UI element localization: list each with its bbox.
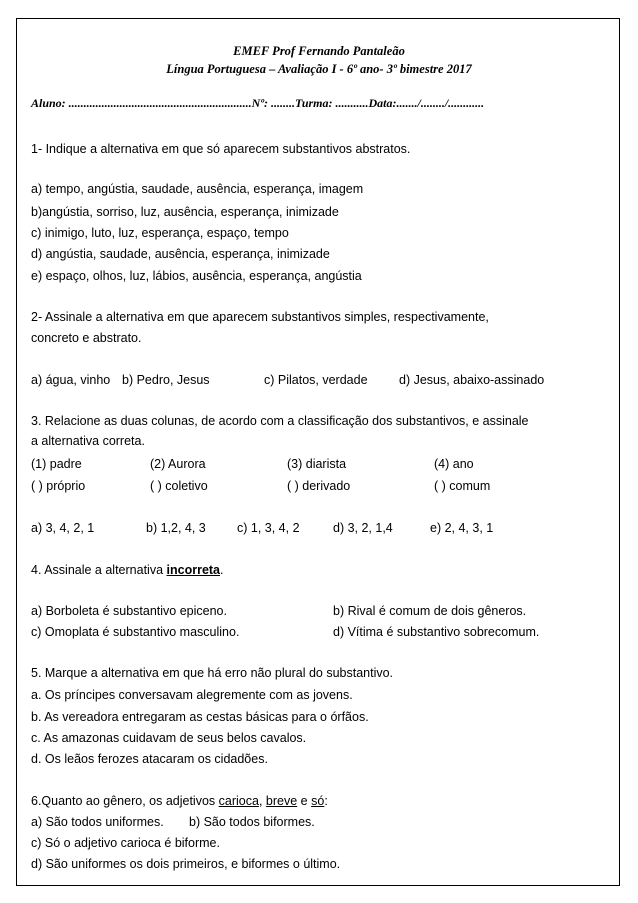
q3-stem-line1: 3. Relacione as duas colunas, de acordo com a classificação dos substantivos, e assinale [31, 414, 529, 428]
q4-stem [31, 563, 611, 577]
q3-col2-item: ( ) próprio [31, 479, 86, 493]
q6-sep: e [300, 794, 308, 808]
q3-col1-item: (4) ano [434, 457, 474, 471]
student-info-line: Aluno: .............................................................Nº: ........Turma: ...........Data:......./......../............ [31, 96, 485, 110]
q3-col2-item: ( ) coletivo [150, 479, 208, 493]
q6-option-a: a) São todos uniformes. [31, 815, 164, 829]
q6-stem-end: : [324, 794, 328, 808]
q3-stem-line2: a alternativa correta. [31, 434, 145, 448]
q6-word-carioca: carioca [218, 794, 259, 808]
q4-option-d: d) Vítima é substantivo sobrecomum. [333, 625, 540, 639]
q1-option-c: c) inimigo, luto, luz, esperança, espaço, tempo [31, 226, 289, 240]
q3-col2-item: ( ) derivado [287, 479, 351, 493]
school-title: EMEF Prof Fernando Pantaleão [233, 44, 405, 58]
q4-emphasis: incorreta [166, 563, 221, 577]
q6-stem [31, 794, 611, 808]
q4-stem-text: 4. Assinale a alternativa [31, 563, 164, 577]
q6-word-so: só [311, 794, 325, 808]
q1-option-e: e) espaço, olhos, luz, lábios, ausência, esperança, angústia [31, 269, 362, 283]
q4-option-b: b) Rival é comum de dois gêneros. [333, 604, 527, 618]
exam-subtitle: Língua Portuguesa – Avaliação I - 6º ano- 3º bimestre 2017 [166, 62, 472, 76]
q2-option-b: b) Pedro, Jesus [122, 373, 210, 387]
q1-option-a: a) tempo, angústia, saudade, ausência, esperança, imagem [31, 182, 364, 196]
q2-option-c: c) Pilatos, verdade [264, 373, 368, 387]
q5-option-b: b. As vereadora entregaram as cestas básicas para o órfãos. [31, 710, 369, 724]
q1-option-b: b)angústia, sorriso, luz, ausência, esperança, inimizade [31, 205, 339, 219]
q5-stem: 5. Marque a alternativa em que há erro não plural do substantivo. [31, 666, 394, 680]
q4-option-a: a) Borboleta é substantivo epiceno. [31, 604, 227, 618]
q6-word-breve: breve [265, 794, 298, 808]
q6-stem-text: 6.Quanto ao gênero, os adjetivos [31, 794, 216, 808]
q3-col1-item: (1) padre [31, 457, 82, 471]
q3-col1-item: (2) Aurora [150, 457, 206, 471]
q1-option-d: d) angústia, saudade, ausência, esperança, inimizade [31, 247, 330, 261]
q5-option-d: d. Os leãos ferozes atacaram os cidadões. [31, 752, 268, 766]
q1-stem: 1- Indique a alternativa em que só aparecem substantivos abstratos. [31, 142, 411, 156]
q6-option-c: c) Só o adjetivo carioca é biforme. [31, 836, 220, 850]
q2-stem-line1: 2- Assinale a alternativa em que aparecem substantivos simples, respectivamente, [31, 310, 489, 324]
q4-option-c: c) Omoplata é substantivo masculino. [31, 625, 240, 639]
q3-option-a: a) 3, 4, 2, 1 [31, 521, 95, 535]
q2-option-d: d) Jesus, abaixo-assinado [399, 373, 545, 387]
q6-sep: , [258, 794, 263, 808]
q3-option-e: e) 2, 4, 3, 1 [430, 521, 494, 535]
q5-option-a: a. Os príncipes conversavam alegremente com as jovens. [31, 688, 353, 702]
q5-option-c: c. As amazonas cuidavam de seus belos cavalos. [31, 731, 307, 745]
q2-stem-line2: concreto e abstrato. [31, 331, 142, 345]
q4-stem-end: . [220, 563, 224, 577]
q6-option-d: d) São uniformes os dois primeiros, e biformes o último. [31, 857, 341, 871]
q3-option-b: b) 1,2, 4, 3 [146, 521, 206, 535]
q3-col2-item: ( ) comum [434, 479, 491, 493]
q6-option-b: b) São todos biformes. [189, 815, 315, 829]
q3-option-d: d) 3, 2, 1,4 [333, 521, 393, 535]
q3-option-c: c) 1, 3, 4, 2 [237, 521, 300, 535]
q2-option-a: a) água, vinho [31, 373, 111, 387]
q3-col1-item: (3) diarista [287, 457, 347, 471]
